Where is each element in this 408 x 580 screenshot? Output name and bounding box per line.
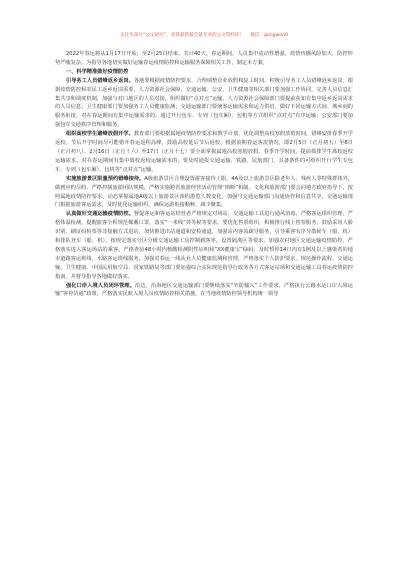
paragraph-tourism: [55, 175, 353, 211]
paragraph-lead: 认真做好交通运输疫情防控。: [66, 211, 134, 218]
document-body: [55, 50, 353, 299]
banner-promo-text: 关注头条号“公文研究”，获得最新最全最专业的公文资料库！: [120, 33, 245, 38]
paragraph-lead: 实施旅游景区限量预约错峰接待。: [66, 175, 145, 182]
paragraph-text: 各地要根据疫情防控要求，合理调整企业放假和复工时间，积极引导务工人员错峰返乡返岗。根据疫情防控和农民工返乡返岗需要，人力资源社会保障、交通运输、公安、卫生健康等相关部门要加强工作协同，完善人员信息汇集共享和调度机制，加强与对口地区的人员对接，组织做好“点对点”运输。人力资源社会保障部门要提前获知有集中返乡返岗需求的人员信息；卫生健康部门要加强务工人员健康监测；交通运输部门要统筹运输需求和运力供给，做好不同运输方式间、城乡间的服务衔接，对在春运期间有集中运输需求的，通过开行包车、专列（包车厢）、包机等方式组织“点对点”有序运输；公安部门要加强包车交通秩序管理和服务。: [55, 77, 353, 129]
paragraph-text: 2022年春运将从1月17日开始，至2月25日结束，共计40天。春运期间，人员集中流动性增强，疫情传播风险加大，防控形势严峻复杂。为指导各地切实做好运输春运疫情防控和运输服务保障相关工作，制定本方案。: [55, 51, 353, 66]
paragraph-text: A级旅游景区合理设置游客接待上限。4A及以上旅游景区除老年人、残疾人等特殊群体外，做到应约尽约。严格控制旅游团队规模，严格实施跨省旅游经营活动管理“熔断”机制。文化和旅游部门要会同地方政府指导下，按照属地疫情防控要求，动态掌握属地A级以上旅游景区预约游览人数变化，加强与交通运输部门沟通协作和信息共享，交通运输部门根据旅游客运需求，及时优化运输组织，确保运游衔接顺畅，减少聚集。: [55, 175, 353, 209]
paragraph-text: 教育部门要根据属地疫情防控要求和教学计划，优化调整高校寒假放假时间，错峰安排春季开学返校。节后开学时间尽可能错开春运返程高峰，鼓励高校延后节后返校。根据前期春运客流情况，即2月5日（正月初五）至8日（正月初八）、2月16日（正月十六）至17日（正月十七）要全面掌握属地高校寒假放假、春季开学时间，提前摸排学生离校返校运输需求，对在春运期间有集中离校返校运输需求的，要及时通报交通运输、铁路、民航部门，具备条件的可组织开行学生专包车、专列（包车厢）、包机等“点对点”运输。: [55, 131, 353, 173]
banner-wechat-text: 微信：gongwen0: [250, 33, 288, 38]
paragraph-lead: 强化口岸入境人员闭环管理。: [66, 282, 136, 289]
paragraph-port: [55, 282, 353, 300]
top-banner: [0, 33, 408, 39]
intro-paragraph: [55, 50, 353, 68]
paragraph-workers: [55, 77, 353, 130]
paragraph-lead: 引导务工人员错峰返乡返岗。: [66, 77, 134, 84]
paragraph-text: 督促客运和客运站经营者严格规定对场站、交通运输工具进行通风消毒，严格客运组织管理，严格体温检测，提醒旅客全程规范佩戴口罩，落实“一米线”外等候等要求。要优化售票组织，积极推行线上售票服务，鼓励采用人脸识别、刷证码检票等非接触方式进站，加快推进出站通道和安检通道，加强站内客流疏导服务，引导乘客有序分散候车（船、机）和排队登车（船、机）。按规定落实分区分级交通运输工具控制载客率。设置隔离区等要求。加强农村地区交通运输疫情防控，严格落实进入客运场站的乘客，严格查验48小时内核酸检测阴性证明和“XX健康宝”绿码；及时暂停14日内有1例及以上感染者的地市道路客运班线、水路客运班线服务。加强对春运一线从业人员健康监测和管理，严格落实个人防护要求，规范操作流程，交通运输、卫生健康、中国民用航空局、国家铁路局等部门要加强综合实际规范指导行政务各方式客运站场和交通运输工具春运疫情防控指南，并督导指导各地做好落实。: [55, 211, 353, 280]
section-heading: 一、科学精准做好疫情防控: [66, 68, 129, 75]
paragraph-text: 沿边、沿海地区交通运输部门要继续落实“外防输入”工作要求，严格执行公路水运口岸入境运输“客停货通”政策。严格落实民航入境人员疫情防控相关措施。在当地疫情防控领导机构统一领导: [55, 282, 353, 298]
paragraph-students: [55, 130, 353, 175]
paragraph-lead: 组织高校学生避峰放假开学。: [66, 131, 134, 138]
paragraph-transport: [55, 210, 353, 281]
